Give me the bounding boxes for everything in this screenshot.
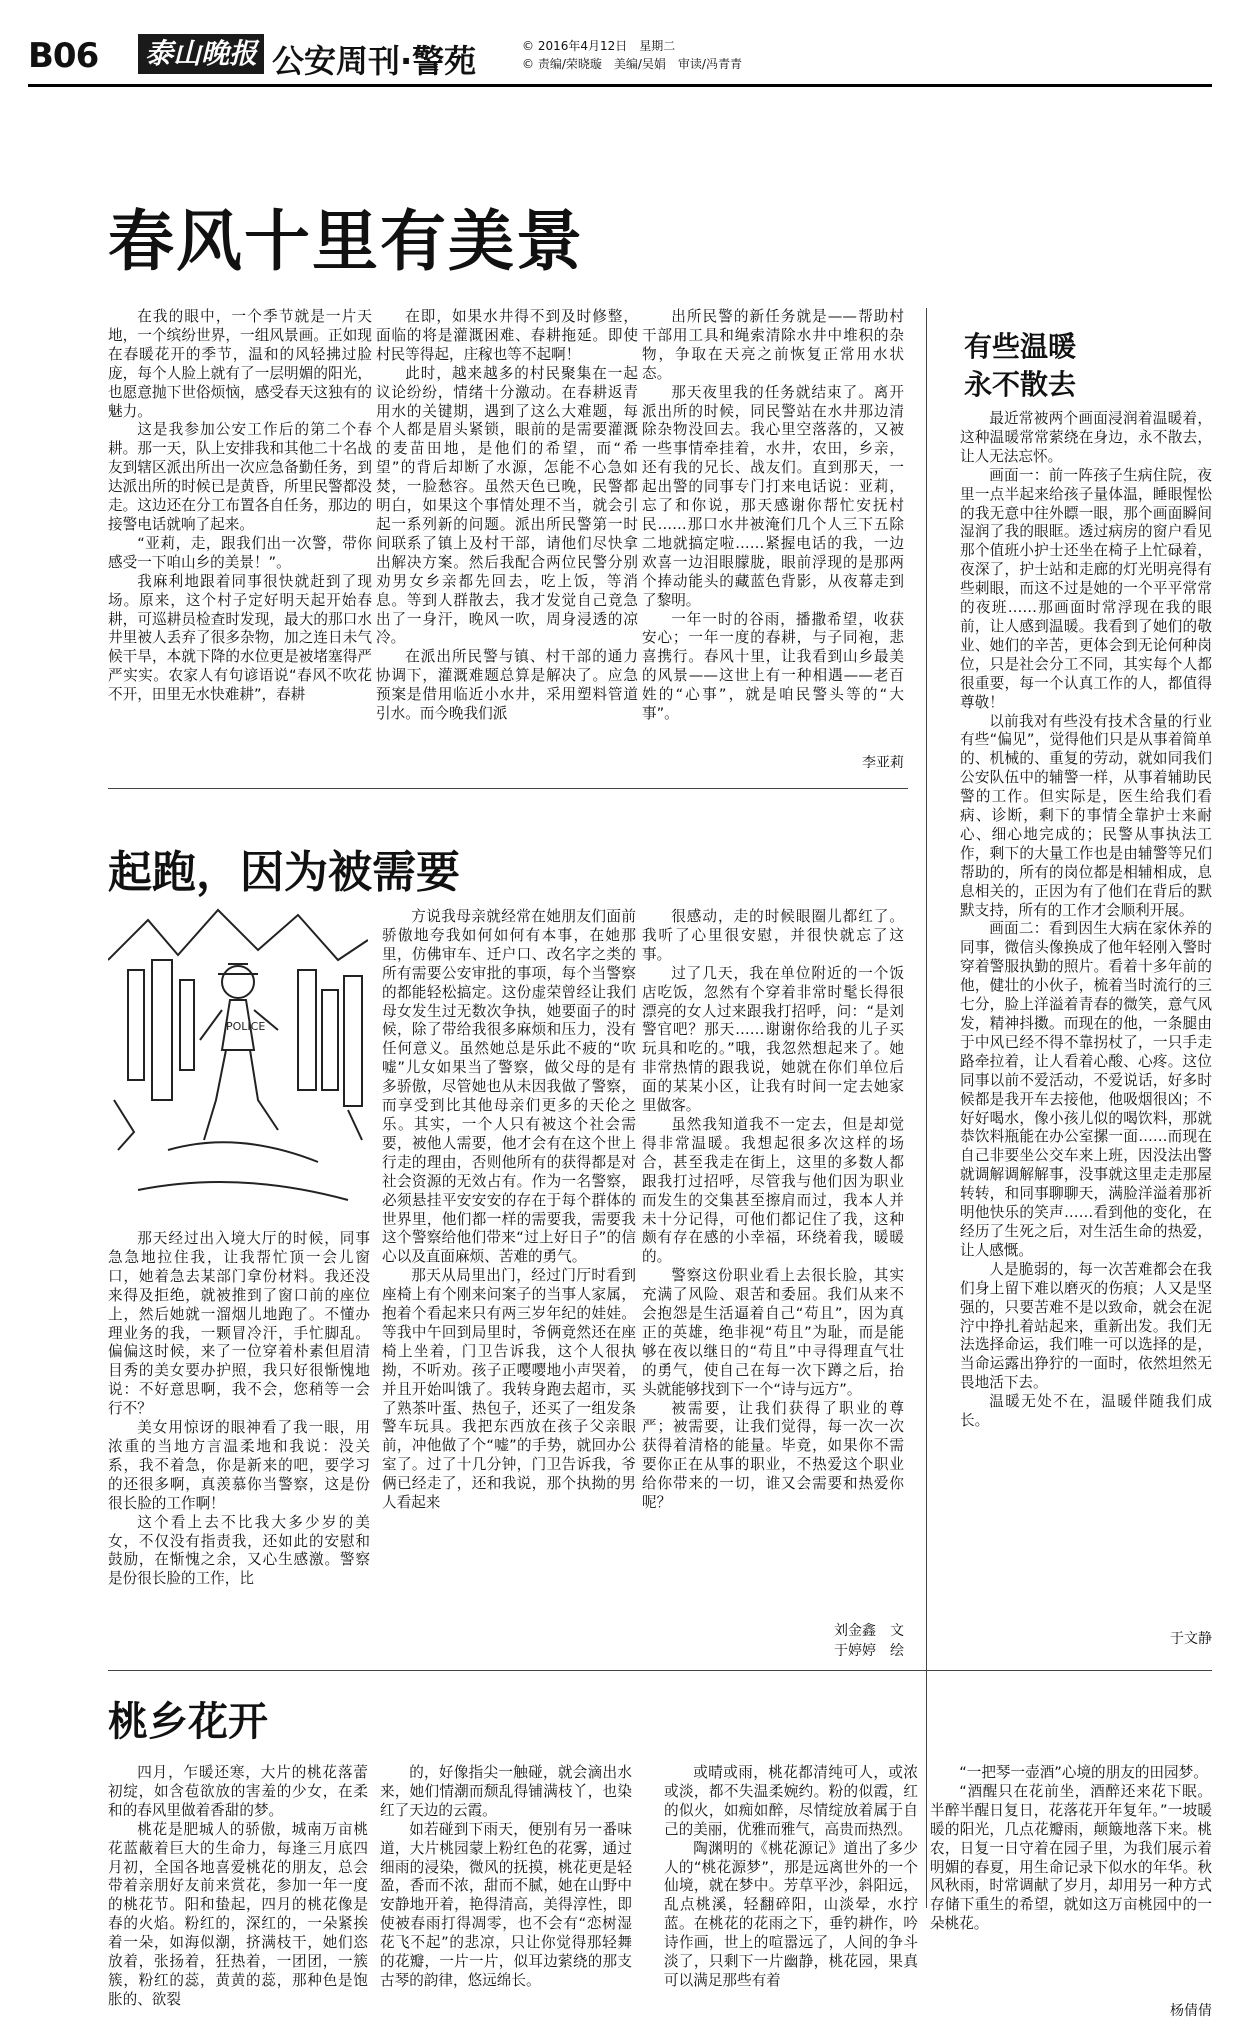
newspaper-logo: 泰山晚报 (138, 34, 264, 74)
sidebar-title: 有些温暖 永不散去 (964, 330, 1077, 401)
divider (108, 1670, 1212, 1671)
column-divider (926, 308, 927, 1908)
issue-date: © 2016年4月12日 星期二 (522, 39, 676, 53)
article3-col2: 的，好像指尖一触碰，就会滴出水来，她们情潮而颓乱得铺满枝丫，也染红了天边的云霞。 如若碰到下雨天，便别有另一番味道，大片桃园蒙上粉红色的花雾，通过细雨的浸染，微风的抚摸，桃花更是轻盈，香而不浓，甜而不腻，她在山野中安静地开着，艳得清高，美得淳性，即使被春雨打得凋零，也不会有“恋树湿花飞不起”的悲凉，只让你觉得那轻舞的花瓣，一片一片，似耳边萦绕的那支古琴的韵律，悠远绵长。 (380, 1764, 632, 1989)
article1-byline: 李亚莉 (862, 755, 904, 771)
header-rule (28, 84, 1212, 87)
runner-illustration (108, 900, 368, 1220)
article3-title: 桃乡花开 (108, 1699, 268, 1745)
article3-col1: 四月，乍暖还寒，大片的桃花落蕾初绽，如含苞欲放的害羞的少女，在柔和的春风里做着香甜的梦。 桃花是肥城人的骄傲，城南万亩桃花蓝蔽着巨大的生命力，每逢三月底四月初，全国各地喜爱桃花的朋友，总会带着亲朋好友前来赏花，参加一年一度的桃花节。阳和蛰起，四月的桃花像是春的火焰。粉红的，深红的，一朵紧挨着一朵，如海似潮，挤满枝干，她们恣放着，张扬着，狂热着，一团团，一簇簇，粉红的蕊，黄黄的蕊，那种色是饱胀的、欲裂 (108, 1764, 368, 2008)
article1-col2: 在即，如果水井得不到及时修整，面临的将是灌溉困难、春耕拖延。即使村民等得起，庄稼也等不起啊！ 此时，越来越多的村民聚集在一起议论纷纷，情绪十分激动。在春耕返青用水的关键期，遇到了这么大难题，每个人都是眉头紧锁，眼前的是需要灌溉的麦苗田地，是他们的希望，而“希望”的背后却断了水源，怎能不心急如焚，一脸愁容。虽然天色已晚，民警都明白，如果这个事情处理不当，就会引起一系列新的问题。派出所民警第一时间联系了镇上及村干部，请他们尽快拿出解决方案。然后我配合两位民警分别劝男女乡亲都先回去，吃上饭，等消息。等到人群散去，我才发觉自己竟急出了一身汗，晚风一吹，周身浸透的凉冷。 在派出所民警与镇、村干部的通力协调下，灌溉难题总算是解决了。应急预案是借用临近小水井，采用塑料管道引水。而今晚我们派 (376, 308, 638, 723)
article2-title: 起跑，因为被需要 (108, 847, 460, 898)
article1-col3: 出所民警的新任务就是——帮助村干部用工具和绳索清除水井中堆积的杂物，争取在天亮之前恢复正常用水状态。 那天夜里我的任务就结束了。离开派出所的时候，同民警站在水井那边清除杂物没回去。我心里空落落的，又被一些事情牵挂着，水井，农田，乡亲，还有我的兄长、战友们。直到那天，一起出警的同事专门打来电话说：亚莉，忘了和你说，那天感谢你帮忙安抚村民……那口水井被淹们几个人三下五除二地就搞定啦……紧握电话的我，一边欢喜一边泪眼朦胧，眼前浮现的是那两个捧动能头的藏蓝色背影，从夜幕走到了黎明。 一年一时的谷雨，播撒希望，收获安心；一年一度的春耕，与子同袍，悲喜携行。春风十里，让我看到山乡最美的风景——这世上有一种相遇——老百姓的“心事”，就是咱民警头等的“大事”。 (642, 308, 904, 723)
editor-credits: © 责编/荣晓璇 美编/吴娟 审读/冯青青 (522, 57, 742, 71)
article2-col1: 那天经过出入境大厅的时候，同事急急地拉住我，让我帮忙顶一会儿窗口，她着急去某部门拿份材料。我还没来得及拒绝，就被推到了窗口前的座位上，然后她就一溜烟儿地跑了。不懂办理业务的我，一颗冒冷汗，手忙脚乱。偏偏这时候，来了一位穿着朴素但眉清目秀的美女要办护照，我只好很惭愧地说：不好意思啊，我不会，您稍等一会行不？ 美女用惊讶的眼神看了我一眼，用浓重的当地方言温柔地和我说：没关系，我不着急，你是新来的吧，要学习的还很多啊，真羡慕你当警察，这是份很长脸的工作啊！ 这个看上去不比我大多少岁的美女，不仅没有指责我，还如此的安慰和鼓励，在惭愧之余，又心生感激。警察是份很长脸的工作，比 (108, 1230, 370, 1588)
article1-title: 春风十里有美景 (108, 203, 584, 280)
svg-text:POLICE: POLICE (226, 1020, 266, 1033)
sidebar-body: 最近常被两个画面浸润着温暖着，这种温暖常常萦绕在身边，永不散去，让人无法忘怀。 画面一：前一阵孩子生病住院，夜里一点半起来给孩子量体温，睡眼惺忪的我无意中往外瞟一眼，那个画面瞬间湿润了我的眼眶。透过病房的窗户看见那个值班小护士还坐在椅子上忙碌着，夜深了，护士站和走廊的灯光明亮得有些刺眼，而这不过是她的一个平平常常的夜班……那画面时常浮现在我的眼前，让人感到温暖。我看到了她们的敬业、她们的辛苦，更体会到无论何种岗位，只是社会分工不同，其实每个人都很重要，每一个认真工作的人，都值得尊敬！ 以前我对有些没有技术含量的行业有些“偏见”，觉得他们只是从事着简单的、机械的、重复的劳动，就如同我们公安队伍中的辅警一样，从事着辅助民警的工作。但实际是，医生给我们看病、诊断，剩下的事情全靠护士来耐心、细心地完成的；民警从事执法工作，剩下的大量工作也是由辅警等兄们帮助的，所有的岗位都是相辅相成，息息相关的，正因为有了他们在背后的默默支持，所有的工作才会顺利开展。 画面二：看到因生大病在家休养的同事，微信头像换成了他年轻刚入警时穿着警服执勤的照片。看着十多年前的他，健壮的小伙子，梳着当时流行的三七分，脸上洋溢着青春的微笑，意气风发，精神抖擞。而现在的他，一条腿由于中风已经不得不靠拐杖了，一只手走路牵拉着，让人看着心酸、心疼。这位同事以前不爱活动，不爱说话，好多时候都是我开车去接他，他吸烟很凶；不好好喝水，像小孩儿似的喝饮料，那就恭饮料瓶能在办公室摞一面……而现在自己非要坐公交车来上班，因没法出警就调解调解解事，没事就这里走走那屋转转，和同事聊聊天，满脸洋溢着那祈明他快乐的笑声……看到他的变化，在经历了生死之后，对生活生命的热爱，让人感慨。 人是脆弱的，每一次苦难都会在我们身上留下难以磨灭的伤痕；人又是坚强的，只要苦难不是以致命，就会在泥泞中挣扎着站起来，重新出发。我们无法选择命运，我们唯一可以选择的是，当命运露出狰狞的一面时，依然坦然无畏地活下去。 温暖无处不在，温暖伴随我们成长。 (960, 410, 1212, 1430)
article1-col1: 在我的眼中，一个季节就是一片天地，一个缤纷世界，一组风景画。正如现在春暖花开的季节，温和的风轻拂过脸庞，每个人脸上就有了一层明媚的阳光，也愿意抛下世俗烦恼，感受春天这独有的魅力。 这是我参加公安工作后的第二个春耕。那一天，队上安排我和其他二十名战友到辖区派出所出一次应急备勤任务，到达派出所的时候已是黄昏，所里民警都没走。这边还在分工布置各自任务，那边的接警电话就响了起来。 “亚莉，走，跟我们出一次警，带你感受一下咱山乡的美景！”。 我麻利地跟着同事很快就赶到了现场。原来，这个村子定好明天起开始春耕，可巡耕员检查时发现，最大的那口水井里被人丢弃了很多杂物，加之连日未气候干旱，本就下降的水位更是被堵塞得严严实实。农家人有句谚语说“春风不吹花不开，田里无水快难耕”，春耕 (108, 308, 372, 704)
sidebar-byline: 于文静 (1170, 1631, 1212, 1647)
article3-byline: 杨倩倩 (1170, 2003, 1212, 2019)
page-number: B06 (28, 36, 99, 76)
section-title: 公安周刊·警苑 (272, 42, 477, 80)
article2-byline-illustrator: 于婷婷 绘 (834, 1643, 904, 1659)
article3-col3: 或晴或雨，桃花都清纯可人，或浓或淡，都不失温柔婉约。粉的似霞，红的似火，如痴如醉，尽情绽放着属于自己的美丽，优雅而雅气，高贵而热烈。 陶渊明的《桃花源记》道出了多少人的“桃花源梦”，那是远离世外的一个仙境，就在梦中。芳草平沙，斜阳远，乱点桃溪，轻翻碎阳，山淡晕，水拧蓝。在桃花的花雨之下，垂钓耕作，吟诗作画，世上的喧嚣远了，人间的争斗淡了，只剩下一片幽静，桃花园，果真可以满足那些有着 (664, 1764, 918, 1989)
article2-col3: 很感动，走的时候眼圈儿都红了。我听了心里很安慰，并很快就忘了这事。 过了几天，我在单位附近的一个饭店吃饭，忽然有个穿着非常时髦长得很漂亮的女人过来跟我打招呼，问：“是刘警官吧？那天……谢谢你给我的儿子买玩具和吃的。”哦，我忽然想起来了。她非常热情的跟我说，她就在你们单位后面的某某小区，让我有时间一定去她家里做客。 虽然我知道我不一定去，但是却觉得非常温暖。我想起很多次这样的场合，甚至我走在街上，这里的多数人都跟我打过招呼，尽管我与他们因为职业而发生的交集甚至擦肩而过，我本人并未十分记得，可他们都记住了我，这种颇有存在感的小幸福，环绕着我，暖暖的。 警察这份职业看上去很长脸，其实充满了风险、艰苦和委屈。我们从来不会抱怨是生活逼着自己“苟且”，因为真正的英雄，绝非视“苟且”为耻，而是能够在夜以继日的“苟且”中寻得理直气壮的勇气，使自己在每一次下蹲之后，抬头就能够找到下一个“诗与远方”。 被需要，让我们获得了职业的尊严；被需要，让我们觉得，每一次一次获得着清格的能量。毕竟，如果你不需要你正在从事的职业，不热爱这个职业给你带来的一切，谁又会需要和热爱你呢？ (642, 908, 904, 1512)
divider (108, 788, 908, 789)
article2-col2: 方说我母亲就经常在她朋友们面前骄傲地夸我如何如何有本事，在她那里，仿佛审车、迁户口、改名字之类的所有需要公安审批的事项，每个当警察的都能轻松搞定。这份虚荣曾经让我们母女发生过无数次争执，她要面子的时候，除了带给我很多麻烦和压力，没有任何意义。虽然她总是乐此不疲的“吹嘘”儿女如果当了警察，做父母的是有多骄傲，尽管她也从未因我做了警察，而享受到比其他母亲们更多的天伦之乐。其实，一个人只有被这个社会需要，被他人需要，他才会有在这个世上行走的理由，否则他所有的获得都是对社会资源的无效占有。作为一名警察，必须悬挂平安安安的存在于每个群体的世界里，他们都一样的需要我，需要我这个警察给他们带来“过上好日子”的信心以及直面麻烦、苦难的勇气。 那天从局里出门，经过门厅时看到座椅上有个刚来问案子的当事人家属，抱着个看起来只有两三岁年纪的娃娃。等我中午回到局里时，爷俩竟然还在座椅上坐着，门卫告诉我，这个人很执拗，不听劝。孩子正嘤嘤地小声哭着，并且开始叫饿了。我转身跑去超市，买了熟茶叶蛋、热包子，还买了一组发条警车玩具。我把东西放在孩子父亲眼前，冲他做了个“嘘”的手势，就回办公室了。过了十几分钟，门卫告诉我，爷俩已经走了，还和我说，那个执拗的男人看起来 (382, 908, 636, 1512)
article3-col4: “一把琴一壶酒”心境的朋友的田园梦。 “酒醒只在花前坐，酒醉还来花下眠。半醉半醒日复日，花落花开年复年。”一坡暖暖的阳光，几点花瓣雨，颠簸地落下来。桃农，日复一日守着在园子里，为我们展示着明媚的春夏，用生命记录下似水的年华。秋风秋雨，时常调献了岁月，却用另一种方式存储下重生的希望，就如这万亩桃园中的一朵桃花。 (930, 1764, 1212, 1933)
article2-byline-writer: 刘金鑫 文 (834, 1623, 904, 1639)
